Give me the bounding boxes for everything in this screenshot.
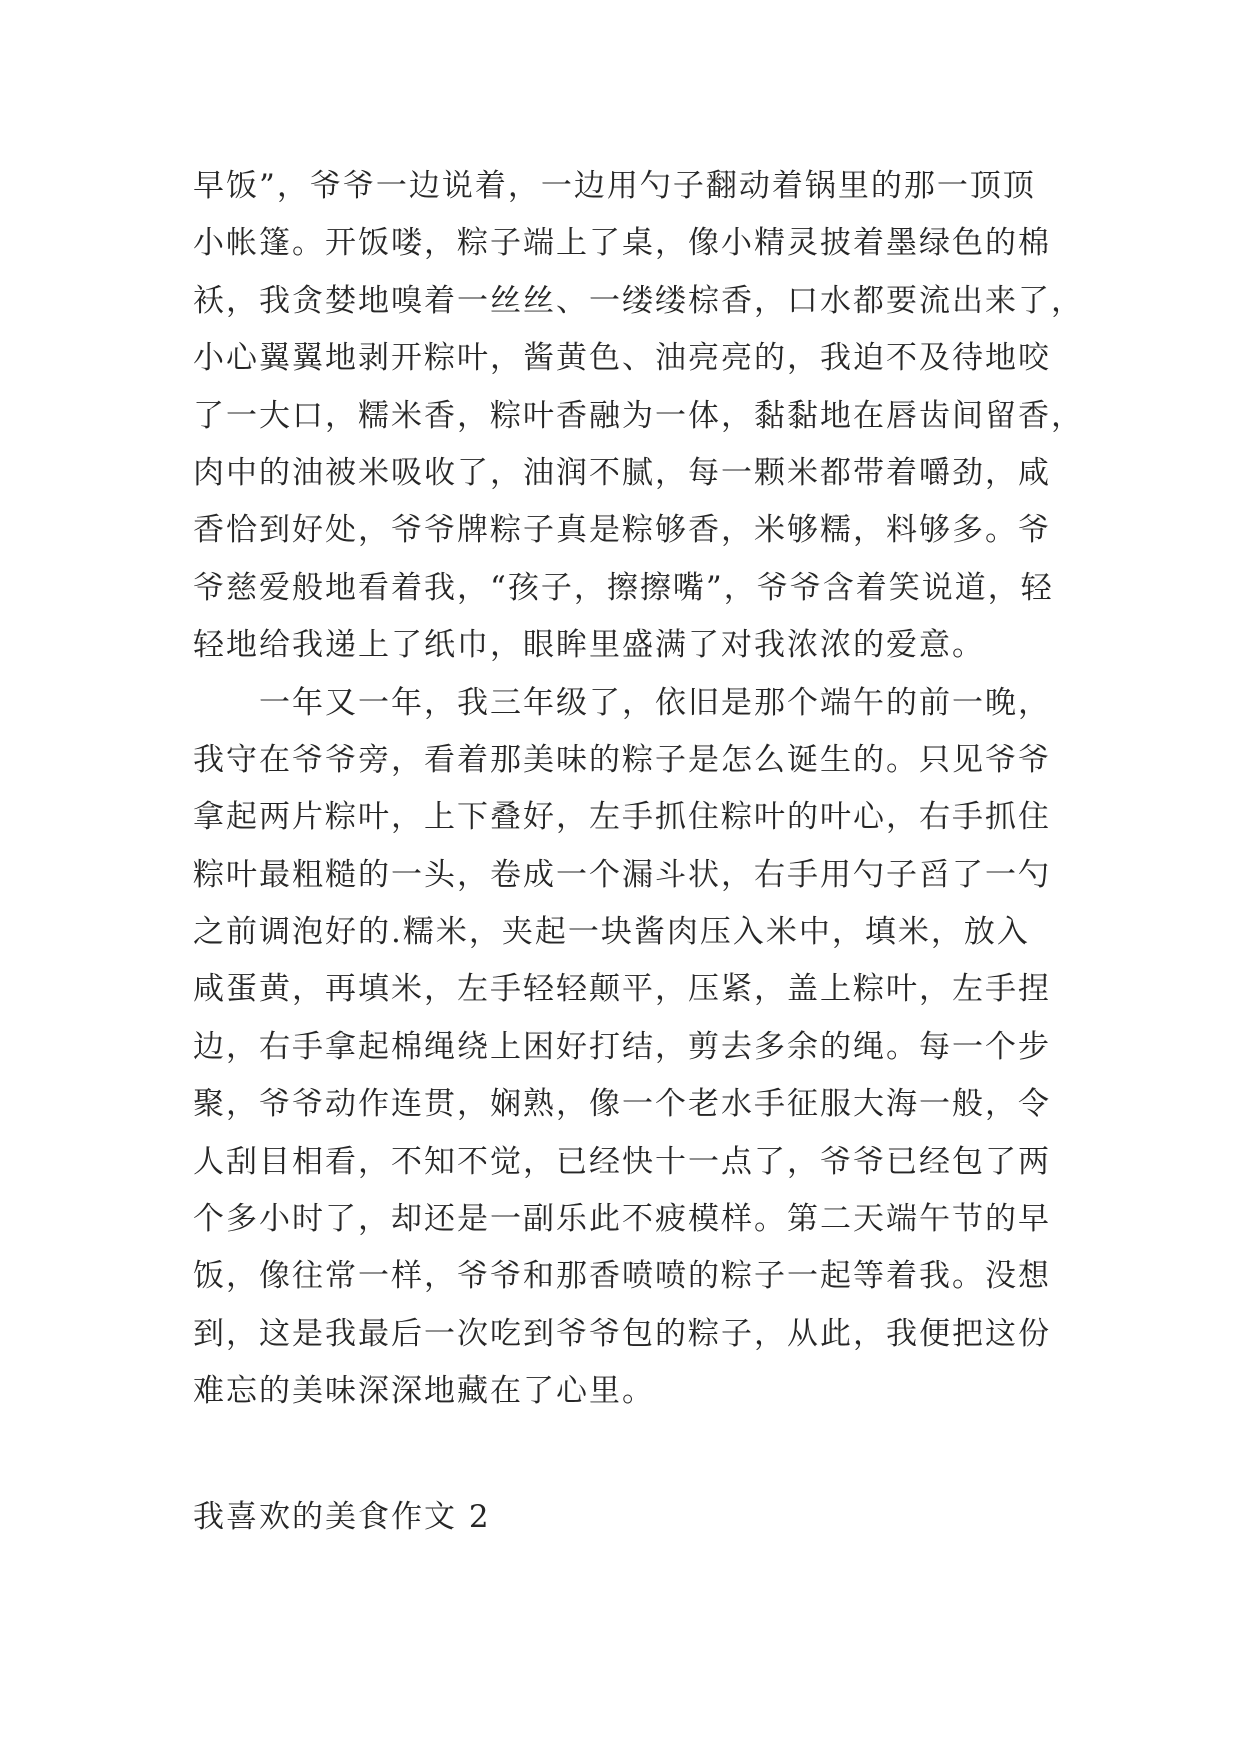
text-line: 边，右手拿起棉绳绕上困好打结，剪去多余的绳。每一个步 bbox=[193, 1028, 1051, 1065]
text-line: 一年又一年，我三年级了，依旧是那个端午的前一晚， bbox=[193, 684, 1051, 721]
text-line: 袄，我贪婪地嗅着一丝丝、一缕缕棕香，口水都要流出来了， bbox=[193, 282, 1084, 319]
text-line: 早饭”，爷爷一边说着，一边用勺子翻动着锅里的那一顶顶 bbox=[193, 168, 1036, 204]
text-line: 之前调泡好的.糯米，夹起一块酱肉压入米中，填米，放入 bbox=[193, 914, 1030, 951]
text-line: 香恰到好处，爷爷牌粽子真是粽够香，米够糯，料够多。爷 bbox=[193, 512, 1051, 549]
text-line: 拿起两片粽叶，上下叠好，左手抓住粽叶的叶心，右手抓住 bbox=[193, 799, 1051, 836]
text-line: 个多小时了，却还是一副乐此不疲模样。第二天端午节的早 bbox=[193, 1201, 1051, 1238]
text-line: 爷慈爱般地看着我，“孩子，擦擦嘴”，爷爷含着笑说道，轻 bbox=[193, 569, 1054, 606]
text-line: 到，这是我最后一次吃到爷爷包的粽子，从此，我便把这份 bbox=[193, 1315, 1051, 1352]
text-line: 粽叶最粗糙的一头，卷成一个漏斗状，右手用勺子舀了一勺 bbox=[193, 856, 1051, 893]
section-heading: 我喜欢的美食作文 2 bbox=[193, 1499, 491, 1535]
text-line: 肉中的油被米吸收了，油润不腻，每一颗米都带着嚼劲，咸 bbox=[193, 454, 1051, 491]
text-line: 难忘的美味深深地藏在了心里。 bbox=[193, 1373, 655, 1410]
text-line: 轻地给我递上了纸巾，眼眸里盛满了对我浓浓的爱意。 bbox=[193, 627, 985, 664]
text-line: 咸蛋黄，再填米，左手轻轻颠平，压紧，盖上粽叶，左手捏 bbox=[193, 971, 1051, 1008]
text-line: 饭，像往常一样，爷爷和那香喷喷的粽子一起等着我。没想 bbox=[193, 1258, 1051, 1295]
text-line: 聚，爷爷动作连贯，娴熟，像一个老水手征服大海一般，令 bbox=[193, 1086, 1051, 1123]
text-line: 了一大口，糯米香，粽叶香融为一体，黏黏地在唇齿间留香， bbox=[193, 397, 1084, 434]
text-line: 人刮目相看，不知不觉，已经快十一点了，爷爷已经包了两 bbox=[193, 1143, 1051, 1180]
text-line: 我守在爷爷旁，看着那美味的粽子是怎么诞生的。只见爷爷 bbox=[193, 741, 1051, 778]
essay-body bbox=[193, 158, 1084, 1421]
text-line: 小心翼翼地剥开粽叶，酱黄色、油亮亮的，我迫不及待地咬 bbox=[193, 340, 1051, 377]
text-line: 小帐篷。开饭喽，粽子端上了桌，像小精灵披着墨绿色的棉 bbox=[193, 225, 1051, 262]
